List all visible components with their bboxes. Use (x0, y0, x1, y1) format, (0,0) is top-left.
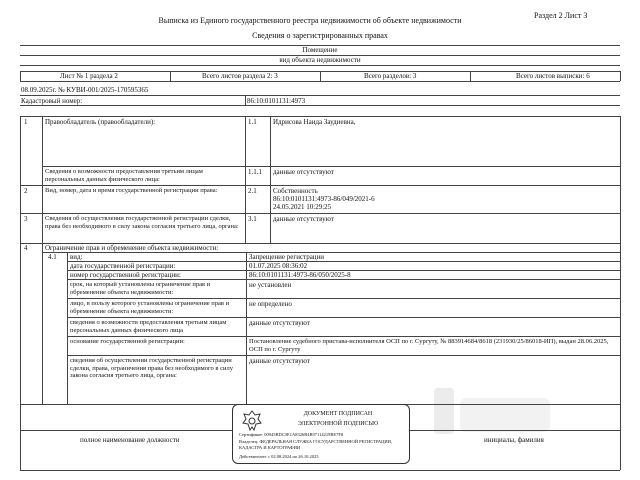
row-4-number: 4 (24, 244, 28, 252)
beneficiary-label: лицо, в пользу которого установлены ограничение прав и обременение объекта недвижимости: (70, 300, 230, 315)
row-2-sub: 2.1 (248, 187, 257, 195)
personal-data-label: сведения о возможности предоставления третьим лицам персональных данных физического лица (70, 319, 227, 334)
right-date: 24.05.2021 10:29:25 (273, 203, 332, 211)
sheet-number: Лист № 1 раздела 2 (60, 72, 118, 80)
document-title: Выписка из Единого государственного реестра недвижимости об объекте недвижимости (158, 16, 462, 25)
document-subtitle: Сведения о зарегистрированных правах (252, 31, 388, 40)
row-1-label: Правообладатель (правообладатели): (45, 118, 156, 126)
consent-value: данные отсутствуют (249, 357, 310, 365)
cadastral-number: 86:10:0101131:4973 (247, 97, 306, 105)
cadastral-label: Кадастровый номер: (21, 97, 83, 105)
row-2-label: Вид, номер, дата и время государственной регистрации права: (45, 187, 218, 194)
row-1b-label: Сведения о возможности предоставления третьим лицам персональных данных физического лица: (45, 168, 203, 183)
object-type: Помещение (302, 46, 338, 54)
row-1b-value: данные отсутствуют (273, 168, 334, 176)
basis-label: основание государственной регистрации: (70, 338, 185, 345)
personal-data-value: данные отсутствуют (249, 319, 310, 327)
right-type: Собственность (273, 187, 318, 195)
consent-label: сведения об осуществлении государственной регистрации сделки, права, ограничения права без необходимого в силу закона согласия третьего лица, органа: (70, 357, 233, 379)
registration-number-label: номер государственной регистрации: (70, 271, 181, 279)
restriction-type-label: вид: (70, 253, 83, 261)
total-sheets-section: Всего листов раздела 2: 3 (202, 72, 278, 80)
stamp-title: ДОКУМЕНТ ПОДПИСАН (303, 411, 373, 417)
stamp-certificate: Сертификат: 00945BDC3E1A8326B4B97114219BE7F8 (239, 432, 344, 437)
statement-number: 08.09.2025г. № КУВИ-001/2025-170595365 (21, 86, 149, 94)
restriction-type-value: Запрещение регистрации (249, 253, 325, 261)
term-value: не установлен (249, 281, 292, 289)
row-2-number: 2 (24, 187, 28, 195)
electronic-signature-stamp (232, 404, 410, 464)
registration-date-label: дата государственной регистрации: (70, 262, 176, 270)
beneficiary-value: не определено (249, 300, 292, 308)
position-caption: полное наименование должности (80, 436, 180, 444)
total-sections: Всего разделов: 3 (364, 72, 417, 80)
row-1b-sub: 1.1.1 (248, 168, 262, 176)
section-sheet: Раздел 2 Лист 3 (534, 11, 588, 20)
watermark-logo (430, 380, 560, 440)
stamp-owner: Владелец: ФЕДЕРАЛЬНАЯ СЛУЖБА ГОСУДАРСТВЕННОЙ РЕГИСТРАЦИИ, КАДАСТРА И КАРТОГРАФИИ (239, 439, 393, 450)
row-3-label: Сведения об осуществлении государственной регистрации сделки, права без необходимого в силу закона согласия третьего лица, органа: (45, 215, 239, 230)
right-number: 86:10:0101131:4973-86/049/2021-6 (273, 195, 375, 203)
restriction-number: 4.1 (48, 253, 57, 261)
row-1-number: 1 (24, 118, 28, 126)
stamp-subtitle: ЭЛЕКТРОННОЙ ПОДПИСЬЮ (297, 421, 379, 427)
name-caption: инициалы, фамилия (484, 436, 544, 444)
registration-number-value: 86:10:0101131:4973-86/050/2025-8 (249, 271, 351, 279)
row-3-number: 3 (24, 215, 28, 223)
registration-date-value: 01.07.2025 08:36:02 (249, 262, 308, 270)
stamp-validity: Действителен: с 02.08.2024 по 26.10.2025 (239, 454, 319, 459)
owner-name: Идрисова Наида Заудиевна, (273, 118, 356, 126)
row-4-label: Ограничение прав и обременение объекта недвижимости: (45, 244, 219, 252)
object-type-label: вид объекта недвижимости (279, 56, 361, 64)
row-3-value: данные отсутствуют (273, 215, 334, 223)
term-label: срок, на который установлены ограничение прав и обременение объекта недвижимости: (70, 281, 211, 296)
row-1-sub: 1.1 (248, 118, 257, 126)
row-3-sub: 3.1 (248, 215, 257, 223)
basis-value: Постановление судебного пристава-исполнителя ОСП по г. Сургуту, № 883914684/8618 (231930/25/86018-ИП), выдан 28.06.2025, ОСП по г. Сургуту (249, 338, 609, 353)
total-sheets: Всего листов выписки: 6 (516, 72, 590, 80)
